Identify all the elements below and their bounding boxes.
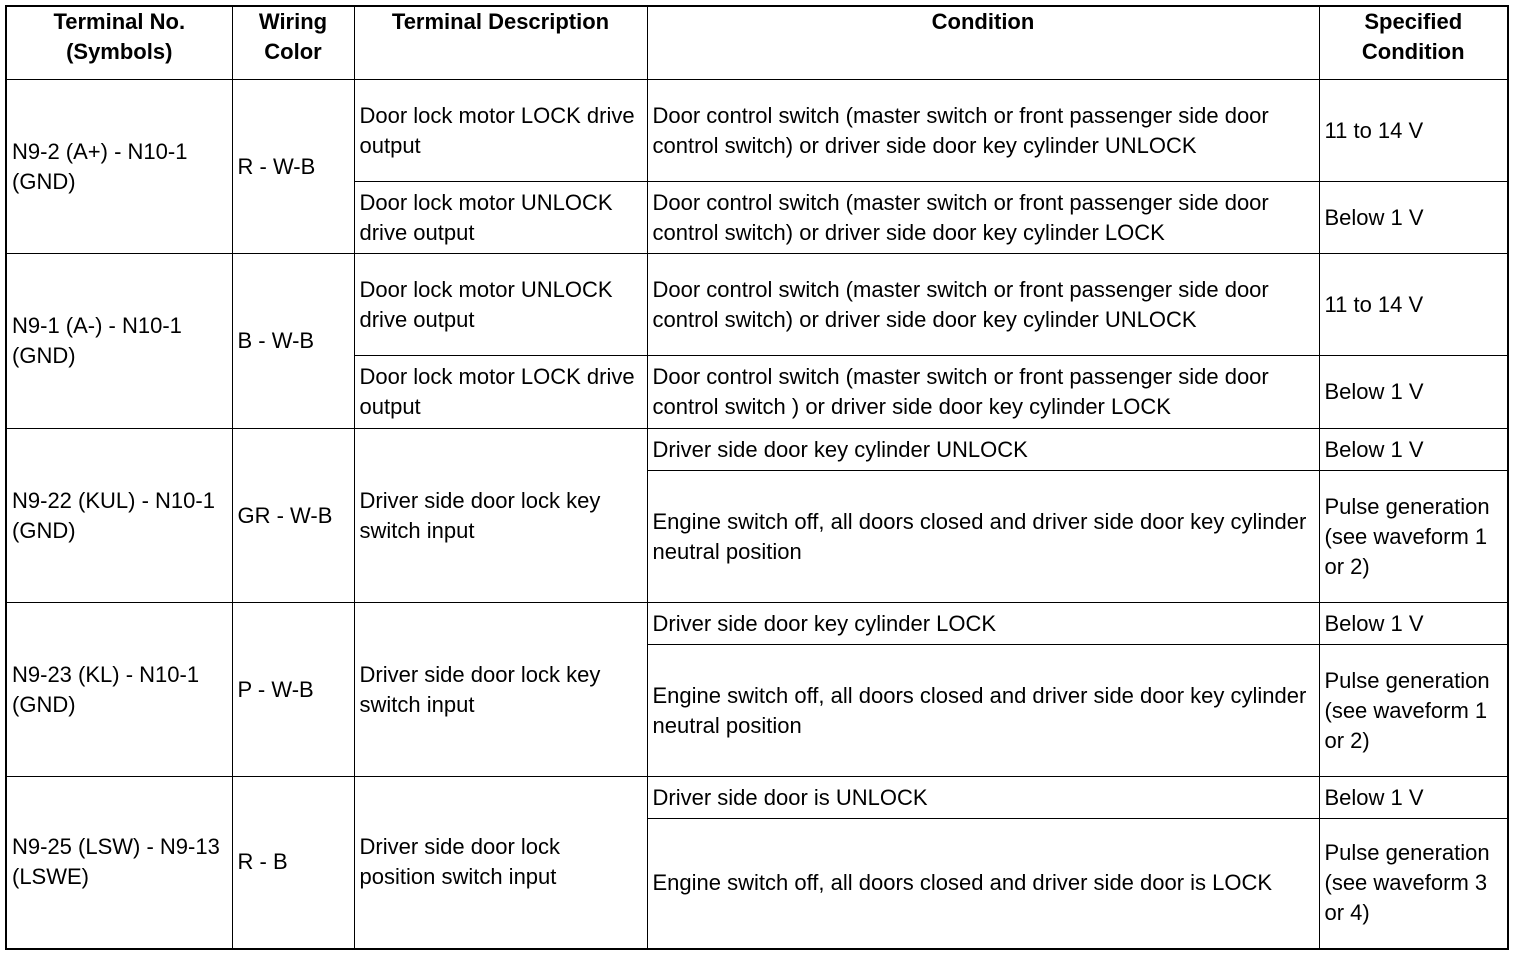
description-cell: Driver side door lock key switch input	[354, 429, 647, 603]
wiring-color-cell: GR - W-B	[232, 429, 354, 603]
terminal-cell: N9-1 (A-) - N10-1 (GND)	[6, 254, 232, 429]
table-row	[6, 603, 1508, 645]
terminal-cell: N9-22 (KUL) - N10-1 (GND)	[6, 429, 232, 603]
header-terminal: Terminal No. (Symbols)	[6, 6, 232, 80]
description-cell: Door lock motor UNLOCK drive output	[354, 254, 647, 356]
description-cell: Door lock motor LOCK drive output	[354, 356, 647, 429]
wiring-color-cell: P - W-B	[232, 603, 354, 777]
description-cell: Door lock motor LOCK drive output	[354, 80, 647, 182]
header-condition: Condition	[647, 6, 1319, 80]
condition-cell: Door control switch (master switch or front passenger side door control switch) or driver side door key cylinder LOCK	[647, 182, 1319, 254]
wiring-color-cell: B - W-B	[232, 254, 354, 429]
specified-condition-cell: 11 to 14 V	[1319, 80, 1508, 182]
condition-cell: Driver side door key cylinder UNLOCK	[647, 429, 1319, 471]
description-cell: Driver side door lock position switch input	[354, 777, 647, 949]
terminal-cell: N9-2 (A+) - N10-1 (GND)	[6, 80, 232, 254]
header-row	[6, 6, 1508, 80]
description-cell: Door lock motor UNLOCK drive output	[354, 182, 647, 254]
specified-condition-cell: Below 1 V	[1319, 356, 1508, 429]
table-row	[6, 254, 1508, 356]
condition-cell: Engine switch off, all doors closed and driver side door is LOCK	[647, 819, 1319, 949]
condition-cell: Driver side door key cylinder LOCK	[647, 603, 1319, 645]
description-cell: Driver side door lock key switch input	[354, 603, 647, 777]
header-terminal-description: Terminal Description	[354, 6, 647, 80]
terminal-spec-table	[5, 5, 1509, 950]
wiring-color-cell: R - B	[232, 777, 354, 949]
table-row	[6, 429, 1508, 471]
specified-condition-cell: Below 1 V	[1319, 182, 1508, 254]
header-wiring-color: Wiring Color	[232, 6, 354, 80]
terminal-cell: N9-23 (KL) - N10-1 (GND)	[6, 603, 232, 777]
condition-cell: Driver side door is UNLOCK	[647, 777, 1319, 819]
specified-condition-cell: Below 1 V	[1319, 429, 1508, 471]
table-row	[6, 777, 1508, 819]
specified-condition-cell: Pulse generation (see waveform 1 or 2)	[1319, 471, 1508, 603]
specified-condition-cell: Pulse generation (see waveform 3 or 4)	[1319, 819, 1508, 949]
specified-condition-cell: Below 1 V	[1319, 603, 1508, 645]
terminal-cell: N9-25 (LSW) - N9-13 (LSWE)	[6, 777, 232, 949]
condition-cell: Engine switch off, all doors closed and driver side door key cylinder neutral position	[647, 471, 1319, 603]
wiring-color-cell: R - W-B	[232, 80, 354, 254]
header-specified-condition: Specified Condition	[1319, 6, 1508, 80]
specified-condition-cell: Below 1 V	[1319, 777, 1508, 819]
specified-condition-cell: 11 to 14 V	[1319, 254, 1508, 356]
condition-cell: Door control switch (master switch or front passenger side door control switch) or driver side door key cylinder UNLOCK	[647, 80, 1319, 182]
specified-condition-cell: Pulse generation (see waveform 1 or 2)	[1319, 645, 1508, 777]
condition-cell: Door control switch (master switch or front passenger side door control switch) or driver side door key cylinder UNLOCK	[647, 254, 1319, 356]
condition-cell: Engine switch off, all doors closed and driver side door key cylinder neutral position	[647, 645, 1319, 777]
condition-cell: Door control switch (master switch or front passenger side door control switch ) or driver side door key cylinder LOCK	[647, 356, 1319, 429]
table-row	[6, 80, 1508, 182]
